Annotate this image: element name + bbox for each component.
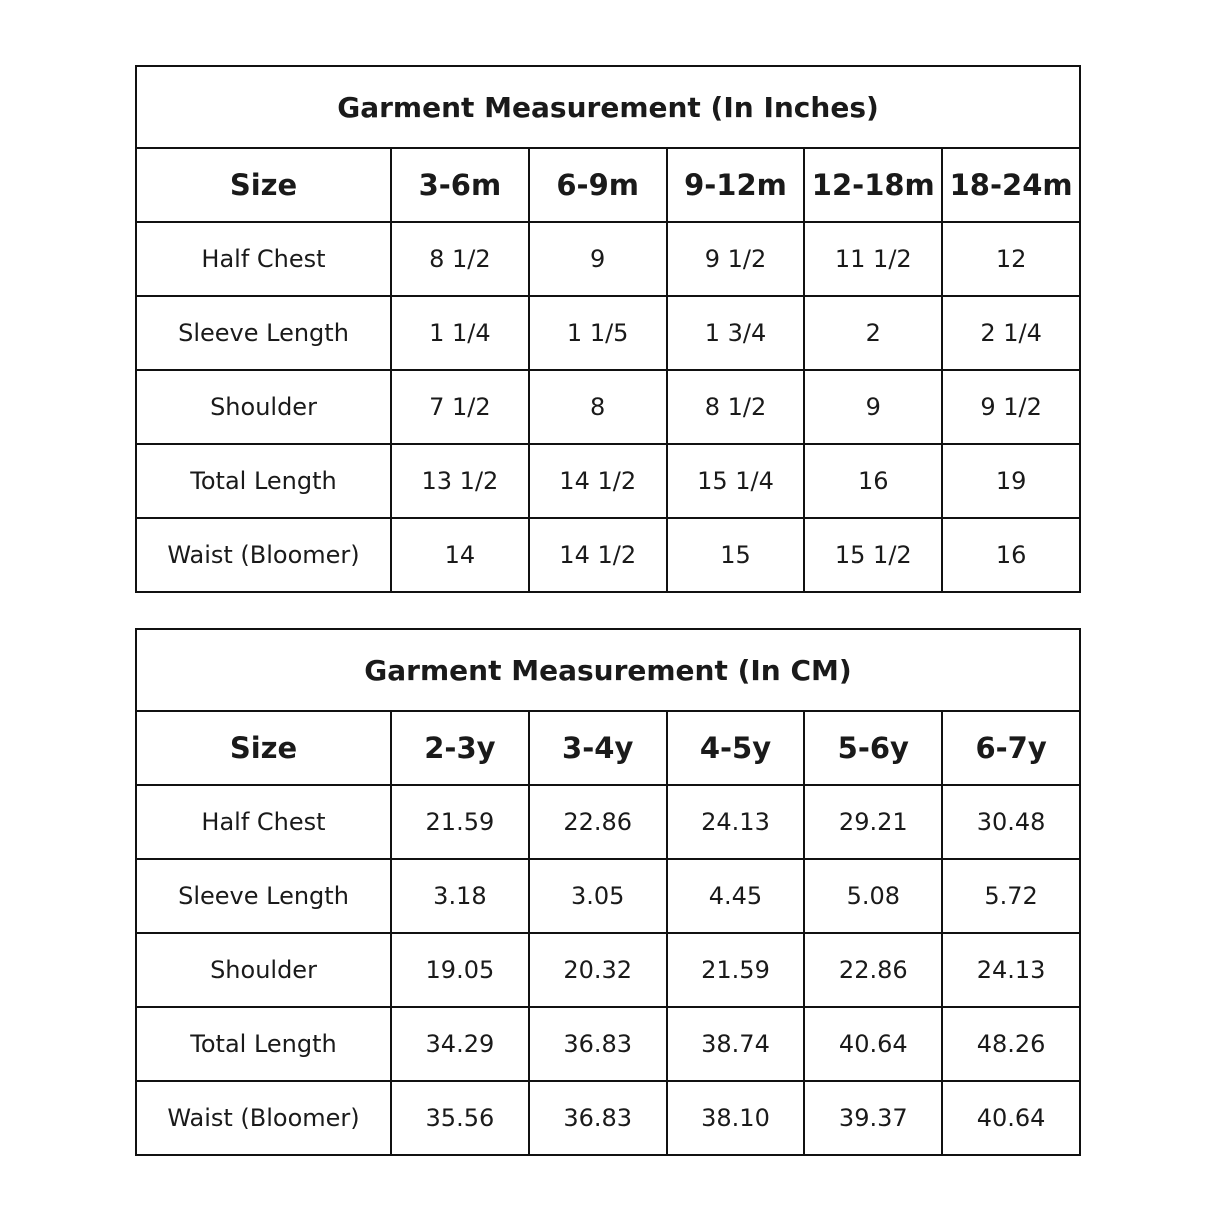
table-cell: 16	[942, 518, 1080, 592]
table-row	[136, 444, 1080, 518]
table-cell: 9 1/2	[942, 370, 1080, 444]
measurement-table-cm	[135, 628, 1081, 1156]
size-column-header: 3-4y	[529, 711, 667, 785]
table-cell: 9	[804, 370, 942, 444]
table-cell: 40.64	[942, 1081, 1080, 1155]
table-row	[136, 785, 1080, 859]
size-column-header: 6-9m	[529, 148, 667, 222]
table-row	[136, 222, 1080, 296]
row-label: Total Length	[136, 444, 391, 518]
table-cell: 29.21	[804, 785, 942, 859]
row-label: Shoulder	[136, 933, 391, 1007]
table-cell: 3.05	[529, 859, 667, 933]
table-cell: 8 1/2	[391, 222, 529, 296]
table-cell: 9	[529, 222, 667, 296]
table-cell: 5.72	[942, 859, 1080, 933]
table-cell: 15 1/2	[804, 518, 942, 592]
table-cell: 38.10	[667, 1081, 805, 1155]
table-cell: 48.26	[942, 1007, 1080, 1081]
table-row	[136, 1081, 1080, 1155]
table-cell: 15 1/4	[667, 444, 805, 518]
table-row	[136, 1007, 1080, 1081]
table-cell: 30.48	[942, 785, 1080, 859]
table-cell: 2	[804, 296, 942, 370]
table-cell: 2 1/4	[942, 296, 1080, 370]
table-row	[136, 370, 1080, 444]
size-column-header: 5-6y	[804, 711, 942, 785]
table-header-row	[136, 148, 1080, 222]
size-column-header: 2-3y	[391, 711, 529, 785]
size-column-header: 9-12m	[667, 148, 805, 222]
table-row	[136, 933, 1080, 1007]
table-cell: 16	[804, 444, 942, 518]
table-cell: 1 3/4	[667, 296, 805, 370]
table-row	[136, 296, 1080, 370]
table-cell: 5.08	[804, 859, 942, 933]
table-cell: 34.29	[391, 1007, 529, 1081]
row-label: Sleeve Length	[136, 296, 391, 370]
table-row	[136, 859, 1080, 933]
measurement-table-inches	[135, 65, 1081, 593]
table-cell: 7 1/2	[391, 370, 529, 444]
table-cell: 14 1/2	[529, 518, 667, 592]
table-cell: 14 1/2	[529, 444, 667, 518]
row-label: Shoulder	[136, 370, 391, 444]
row-label: Half Chest	[136, 222, 391, 296]
table-cell: 39.37	[804, 1081, 942, 1155]
table-cell: 20.32	[529, 933, 667, 1007]
table-header-row	[136, 711, 1080, 785]
row-label: Total Length	[136, 1007, 391, 1081]
table-cell: 19	[942, 444, 1080, 518]
table-cell: 8 1/2	[667, 370, 805, 444]
table-cell: 9 1/2	[667, 222, 805, 296]
table-cell: 38.74	[667, 1007, 805, 1081]
size-header-label: Size	[136, 148, 391, 222]
table-cell: 3.18	[391, 859, 529, 933]
table-cell: 36.83	[529, 1007, 667, 1081]
table-title: Garment Measurement (In Inches)	[136, 66, 1080, 148]
table-cell: 8	[529, 370, 667, 444]
table-cell: 15	[667, 518, 805, 592]
table-cell: 1 1/4	[391, 296, 529, 370]
table-cell: 13 1/2	[391, 444, 529, 518]
table-cell: 19.05	[391, 933, 529, 1007]
table-cell: 21.59	[667, 933, 805, 1007]
table-cell: 14	[391, 518, 529, 592]
table-cell: 21.59	[391, 785, 529, 859]
table-cell: 22.86	[804, 933, 942, 1007]
table-cell: 12	[942, 222, 1080, 296]
size-header-label: Size	[136, 711, 391, 785]
table-cell: 36.83	[529, 1081, 667, 1155]
row-label: Waist (Bloomer)	[136, 1081, 391, 1155]
size-column-header: 3-6m	[391, 148, 529, 222]
size-column-header: 12-18m	[804, 148, 942, 222]
table-cell: 22.86	[529, 785, 667, 859]
table-cell: 1 1/5	[529, 296, 667, 370]
size-column-header: 6-7y	[942, 711, 1080, 785]
table-cell: 40.64	[804, 1007, 942, 1081]
table-cell: 11 1/2	[804, 222, 942, 296]
size-column-header: 18-24m	[942, 148, 1080, 222]
row-label: Waist (Bloomer)	[136, 518, 391, 592]
row-label: Sleeve Length	[136, 859, 391, 933]
table-cell: 4.45	[667, 859, 805, 933]
table-title-row	[136, 66, 1080, 148]
row-label: Half Chest	[136, 785, 391, 859]
table-cell: 35.56	[391, 1081, 529, 1155]
table-cell: 24.13	[667, 785, 805, 859]
table-title-row	[136, 629, 1080, 711]
size-column-header: 4-5y	[667, 711, 805, 785]
table-title: Garment Measurement (In CM)	[136, 629, 1080, 711]
table-cell: 24.13	[942, 933, 1080, 1007]
table-row	[136, 518, 1080, 592]
